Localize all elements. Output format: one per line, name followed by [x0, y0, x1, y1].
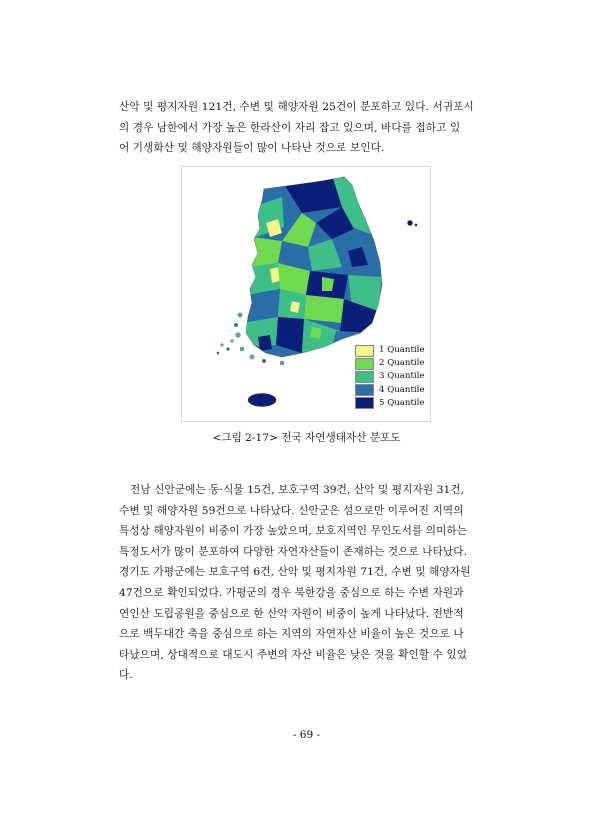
- distribution-map-figure: [181, 166, 431, 422]
- legend-swatch-1: [355, 345, 374, 357]
- paragraph-1-line: 산악 및 평지자원 121건, 수변 및 해양자원 25건이 분포하고 있다. 서귀포시: [119, 101, 474, 113]
- legend-swatch-2: [355, 358, 374, 370]
- legend-item: [355, 384, 424, 397]
- legend-label: 5 Quantile: [379, 397, 425, 408]
- paragraph-1: [119, 97, 511, 159]
- paragraph-2-line: 수변 및 해양자원 59건으로 나타났다. 신안군은 섬으로만 이루어진 지역의: [119, 504, 464, 517]
- legend-swatch-3: [355, 371, 374, 383]
- legend-label: 2 Quantile: [379, 358, 425, 369]
- legend-label: 3 Quantile: [379, 371, 425, 382]
- paragraph-2: [119, 480, 511, 686]
- legend-item: [355, 370, 424, 383]
- paragraph-2-line: 전남 신안군에는 동·식물 15건, 보호구역 39건, 산악 및 평지자원 31건,: [130, 484, 465, 496]
- legend-swatch-4: [355, 384, 374, 396]
- paragraph-1-line: 어 기생화산 및 해양자원들이 많이 나타난 것으로 보인다.: [119, 142, 385, 155]
- legend-item: [355, 397, 424, 410]
- legend-item: [355, 357, 424, 370]
- paragraph-1-line: 의 경우 남한에서 가장 높은 한라산이 자리 잡고 있으며, 바다를 접하고 있: [119, 121, 461, 134]
- paragraph-2-line: 연인산 도립공원을 중심으로 한 산악 자원이 비중이 높게 나타났다. 전반적: [119, 607, 464, 620]
- paragraph-2-line: 경기도 가평군에는 보호구역 6건, 산악 및 평지자원 71건, 수변 및 해양자원: [119, 566, 471, 579]
- paragraph-2-line: 타났으며, 상대적으로 대도시 주변의 자산 비율은 낮은 것을 확인할 수 있었: [119, 648, 468, 661]
- paragraph-2-line: 으로 백두대간 축을 중심으로 하는 지역의 자연자산 비율이 높은 것으로 나: [119, 628, 464, 641]
- legend-swatch-5: [355, 397, 374, 409]
- jeju-island: [248, 394, 276, 407]
- paragraph-2-line: 특성상 해양자원이 비중이 가장 높았으며, 보호지역인 무인도서를 의미하는: [119, 525, 468, 538]
- paragraph-2-line: 다.: [119, 669, 133, 682]
- legend-item: [355, 344, 424, 357]
- page-number: - 69 -: [292, 729, 321, 741]
- paragraph-2-line: 특정도서가 많이 분포하여 다양한 자연자산들이 존재하는 것으로 나타났다.: [119, 545, 468, 558]
- legend-label: 4 Quantile: [379, 384, 425, 395]
- mainland-regions: [242, 175, 382, 357]
- paragraph-2-line: 47건으로 확인되었다. 가평군의 경우 북한강을 중심으로 하는 수변 자원과: [119, 586, 464, 599]
- map-legend: [355, 344, 424, 410]
- legend-label: 1 Quantile: [379, 345, 425, 355]
- figure-caption: <그림 2-17> 전국 자연생태자산 분포도: [212, 432, 401, 444]
